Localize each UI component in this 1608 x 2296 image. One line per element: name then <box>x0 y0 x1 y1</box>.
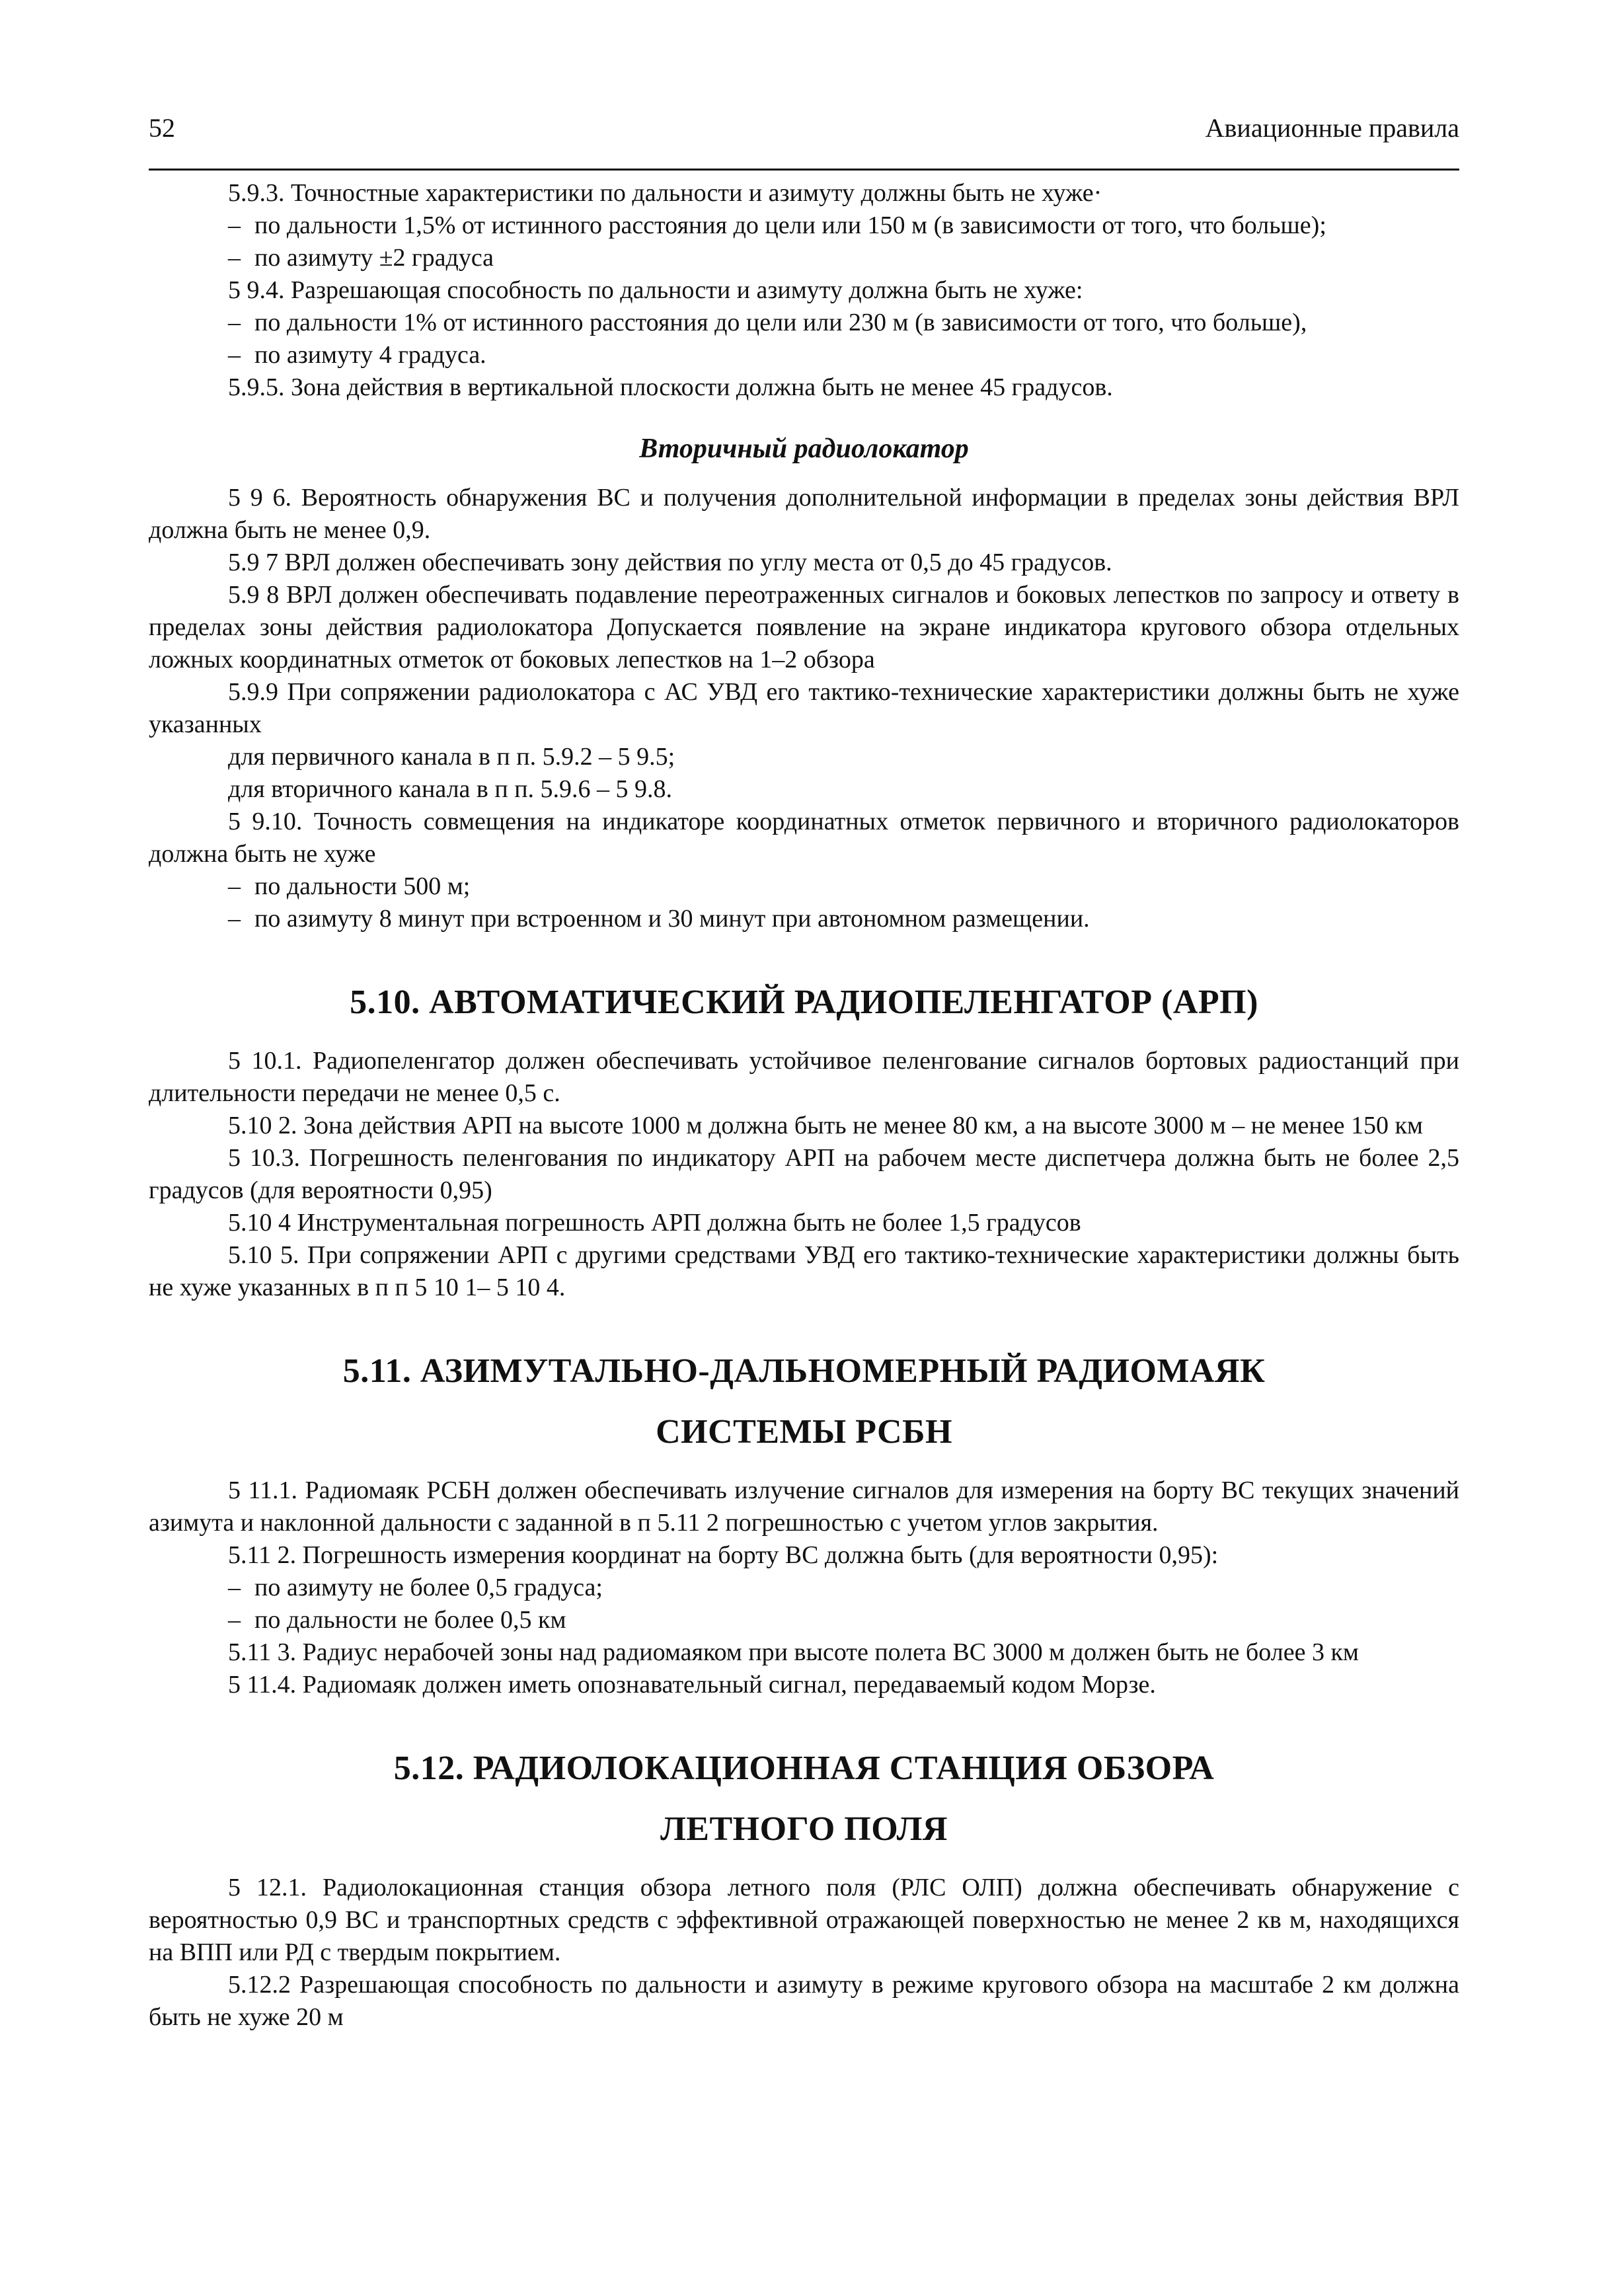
section-title-line: 5.12. РАДИОЛОКАЦИОННАЯ СТАНЦИЯ ОБЗОРА <box>393 1749 1215 1787</box>
list-item: – по азимуту ±2 градуса <box>228 242 1459 274</box>
paragraph-5-10-4: 5.10 4 Инструментальная погрешность АРП должна быть не более 1,5 градусов <box>228 1209 1081 1237</box>
page-content <box>149 177 1459 2034</box>
list-item: – по дальности 500 м; <box>228 870 1459 903</box>
paragraph-5-11-4: 5 11.4. Радиомаяк должен иметь опознавательный сигнал, передаваемый кодом Морзе. <box>228 1671 1156 1699</box>
section-title-line: ЛЕТНОГО ПОЛЯ <box>660 1810 948 1848</box>
paragraph-5-10-3: 5 10.3. Погрешность пеленгования по индикатору АРП на рабочем месте диспетчера должна быть не более 2,5 градусов (для вероятности 0,95) <box>149 1144 1459 1204</box>
section-title-5-10: 5.10. АВТОМАТИЧЕСКИЙ РАДИОПЕЛЕНГАТОР (АРП) <box>350 983 1258 1021</box>
section-title-line: 5.11. АЗИМУТАЛЬНО-ДАЛЬНОМЕРНЫЙ РАДИОМАЯК <box>342 1352 1266 1390</box>
section-title-line: СИСТЕМЫ РСБН <box>656 1413 952 1451</box>
section-title-5-11 <box>149 1341 1459 1463</box>
page-number: 52 <box>149 113 175 143</box>
list-item: – по азимуту 8 минут при встроенном и 30 минут при автономном размещении. <box>228 903 1459 935</box>
list-item: – по дальности 1% от истинного расстояния до цели или 230 м (в зависимости от того, что больше), <box>228 307 1459 339</box>
paragraph-5-9-4: 5 9.4. Разрешающая способность по дальности и азимуту должна быть не хуже: <box>228 276 1083 304</box>
list-item: для вторичного канала в п п. 5.9.6 – 5 9.8. <box>228 775 673 803</box>
header-rule <box>149 169 1459 171</box>
paragraph-5-11-1: 5 11.1. Радиомаяк РСБН должен обеспечивать излучение сигналов для измерения на борту ВС текущих значений азимута и наклонной дальности с заданной в п 5.11 2 погрешностью с учетом углов закрытия. <box>149 1476 1459 1537</box>
paragraph-5-10-2: 5.10 2. Зона действия АРП на высоте 1000 м должна быть не менее 80 км, а на высоте 3000 м – не менее 150 км <box>228 1112 1423 1139</box>
list-item: – по азимуту 4 градуса. <box>228 339 1459 371</box>
subheading-secondary-radar: Вторичный радиолокатор <box>639 434 969 464</box>
paragraph-5-11-2: 5.11 2. Погрешность измерения координат на борту ВС должна быть (для вероятности 0,95): <box>228 1541 1219 1569</box>
paragraph-5-9-9: 5.9.9 При сопряжении радиолокатора с АС УВД его тактико-технические характеристики должны быть не хуже указанных <box>149 678 1459 738</box>
paragraph-5-9-7: 5.9 7 ВРЛ должен обеспечивать зону действия по углу места от 0,5 до 45 градусов. <box>228 549 1112 576</box>
list-item: – по дальности 1,5% от истинного расстояния до цели или 150 м (в зависимости от того, что больше); <box>228 210 1459 242</box>
list-item: – по дальности не более 0,5 км <box>228 1604 1459 1636</box>
paragraph-5-12-1: 5 12.1. Радиолокационная станция обзора летного поля (РЛС ОЛП) должна обеспечивать обнаружение с вероятностью 0,9 ВС и транспортных средств с эффективной отражающей поверхностью не менее 2 кв м, находящихся на ВПП или РД с твердым покрытием. <box>149 1874 1459 1966</box>
paragraph-5-11-3: 5.11 3. Радиус нерабочей зоны над радиомаяком при высоте полета ВС 3000 м должен быть не более 3 км <box>228 1638 1359 1666</box>
paragraph-5-10-1: 5 10.1. Радиопеленгатор должен обеспечивать устойчивое пеленгование сигналов бортовых радиостанций при длительности передачи не менее 0,5 с. <box>149 1047 1459 1107</box>
paragraph-5-9-5: 5.9.5. Зона действия в вертикальной плоскости должна быть не менее 45 градусов. <box>228 373 1113 401</box>
running-title: Авиационные правила <box>1205 113 1459 143</box>
paragraph-5-12-2: 5.12.2 Разрешающая способность по дальности и азимуту в режиме кругового обзора на масштабе 2 км должна быть не хуже 20 м <box>149 1971 1459 2031</box>
paragraph-5-9-8: 5.9 8 ВРЛ должен обеспечивать подавление переотраженных сигналов и боковых лепестков по запросу и ответу в пределах зоны действия радиолокатора Допускается появление на экране индикатора кругового обзора отдельных ложных координатных отметок от боковых лепестков на 1–2 обзора <box>149 581 1459 673</box>
paragraph-5-9-3: 5.9.3. Точностные характеристики по дальности и азимуту должны быть не хуже· <box>228 179 1102 207</box>
list-item: – по азимуту не более 0,5 градуса; <box>228 1572 1459 1604</box>
page-header <box>149 106 1459 145</box>
section-title-5-12 <box>149 1738 1459 1860</box>
paragraph-5-9-10: 5 9.10. Точность совмещения на индикаторе координатных отметок первичного и вторичного радиолокаторов должна быть не хуже <box>149 808 1459 868</box>
paragraph-5-10-5: 5.10 5. При сопряжении АРП с другими средствами УВД его тактико-технические характеристики должны быть не хуже указанных в п п 5 10 1– 5 10 4. <box>149 1241 1459 1301</box>
list-item: для первичного канала в п п. 5.9.2 – 5 9.5; <box>228 743 675 771</box>
paragraph-5-9-6: 5 9 6. Вероятность обнаружения ВС и получения дополнительной информации в пределах зоны действия ВРЛ должна быть не менее 0,9. <box>149 484 1459 544</box>
